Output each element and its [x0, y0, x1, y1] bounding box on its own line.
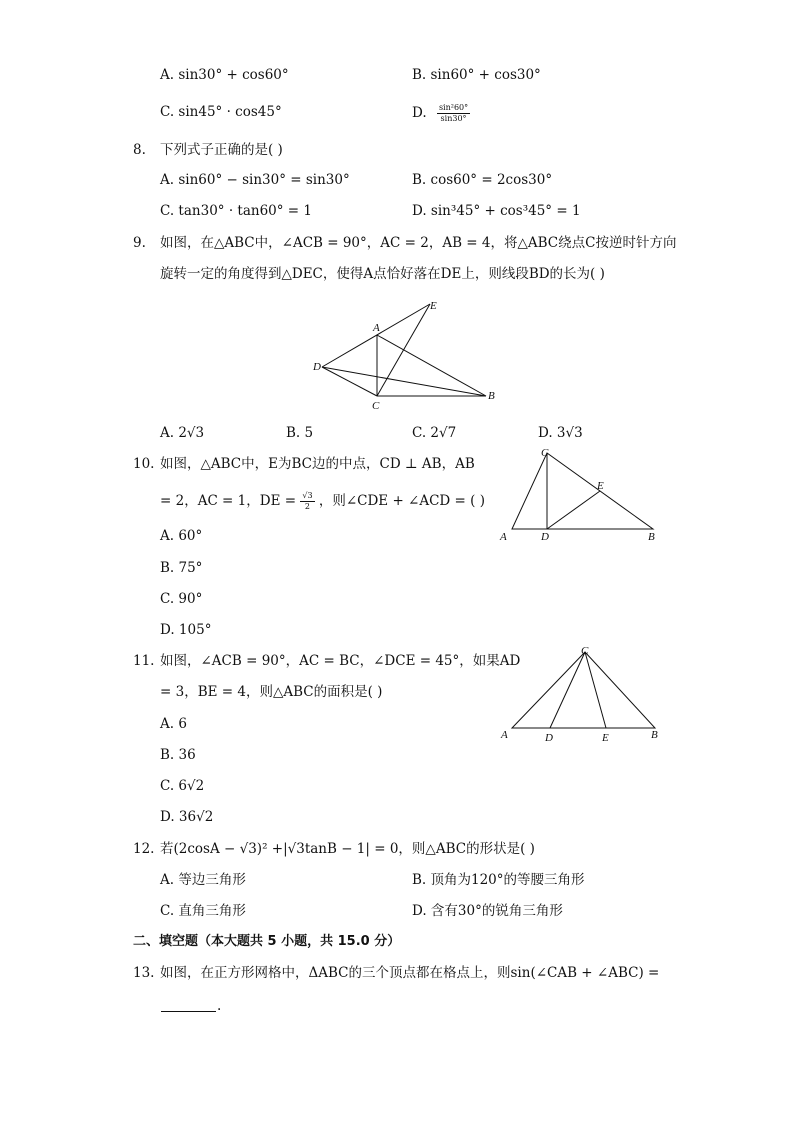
section-title: 二、填空题（本大题共 5 小题，共 15.0 分）	[133, 934, 401, 949]
q12-stem: 若(2cosA − √3)² +|√3tanB − 1| = 0，则△ABC的形状是( )	[160, 841, 535, 857]
q9-stem-line1: 如图，在△ABC中，∠ACB = 90°，AC = 2，AB = 4，将△ABC绕点C按逆时针方向	[160, 235, 677, 251]
segment-cd	[550, 652, 585, 728]
q9-number: 9.	[133, 235, 146, 251]
q11-stem-line2: = 3，BE = 4，则△ABC的面积是( )	[160, 684, 383, 700]
q11-number: 11.	[133, 653, 155, 669]
q8-option-c: C. tan30° · tan60° = 1	[160, 203, 312, 219]
q10-option-d: D. 105°	[160, 622, 212, 638]
q10-number: 10.	[133, 456, 155, 472]
q10-stem-line2-start: = 2，AC = 1，DE =	[160, 493, 297, 509]
fraction-numerator: sin²60°	[438, 103, 469, 112]
q13-answer-blank	[161, 1011, 216, 1012]
q13-stem: 如图，在正方形网格中，ΔABC的三个顶点都在格点上，则sin(∠CAB + ∠ABC) =	[160, 965, 660, 981]
q9-option-a: A. 2√3	[160, 425, 205, 441]
q11-option-c: C. 6√2	[160, 778, 205, 794]
label-c: C	[541, 447, 549, 459]
label-d: D	[545, 732, 553, 744]
label-a: A	[500, 531, 507, 543]
q10-stem-line2	[160, 491, 485, 512]
fraction-numerator: √3	[302, 491, 313, 500]
q8-number: 8.	[133, 142, 146, 158]
triangle-abc	[512, 652, 655, 728]
segment-de	[322, 304, 430, 367]
label-d: D	[313, 361, 321, 373]
q11-option-a: A. 6	[160, 716, 187, 732]
q11-option-b: B. 36	[160, 747, 196, 763]
q11-figure	[495, 640, 670, 745]
label-e: E	[602, 732, 609, 744]
q9-stem-line2: 旋转一定的角度得到△DEC，使得A点恰好落在DE上，则线段BD的长为( )	[160, 266, 605, 282]
q10-option-b: B. 75°	[160, 560, 203, 576]
segment-db	[322, 367, 486, 396]
label-b: B	[488, 390, 495, 402]
q10-stem-line1: 如图，△ABC中，E为BC边的中点，CD ⊥ AB，AB	[160, 456, 475, 472]
q13-number: 13.	[133, 965, 155, 981]
label-c: C	[581, 645, 589, 657]
q8-option-b: B. cos60° = 2cos30°	[412, 172, 553, 188]
q7-option-a: A. sin30° + cos60°	[160, 67, 289, 83]
label-a: A	[373, 322, 380, 334]
segment-de	[547, 491, 600, 529]
q7-option-b: B. sin60° + cos30°	[412, 67, 541, 83]
label-c: C	[372, 400, 380, 412]
q12-option-a: A. 等边三角形	[160, 872, 246, 888]
q9-option-b: B. 5	[286, 425, 314, 441]
q10-option-c: C. 90°	[160, 591, 203, 607]
q13-tail: .	[217, 998, 222, 1014]
segment-ec	[377, 304, 430, 396]
label-e: E	[430, 300, 437, 312]
fraction-denominator: 2	[304, 502, 310, 511]
q10-figure	[495, 443, 665, 545]
q7-option-d-label: D.	[412, 105, 427, 121]
label-d: D	[541, 531, 549, 543]
fraction-denominator: sin30°	[440, 114, 467, 123]
q10-stem-line2-end: ，则∠CDE + ∠ACD = ( )	[318, 493, 485, 509]
q7-option-c: C. sin45° · cos45°	[160, 104, 282, 120]
label-a: A	[501, 729, 508, 741]
q8-option-d: D. sin³45° + cos³45° = 1	[412, 203, 581, 219]
q12-option-d: D. 含有30°的锐角三角形	[412, 903, 563, 919]
q11-stem-line1: 如图，∠ACB = 90°，AC = BC，∠DCE = 45°，如果AD	[160, 653, 521, 669]
q9-figure	[300, 295, 510, 413]
q9-option-c: C. 2√7	[412, 425, 457, 441]
q7-option-d-fraction	[437, 103, 470, 124]
q8-stem: 下列式子正确的是( )	[160, 142, 283, 158]
q10-option-a: A. 60°	[160, 528, 203, 544]
label-b: B	[651, 729, 658, 741]
q7-option-d	[412, 103, 470, 124]
q10-fraction	[300, 491, 314, 512]
segment-dc	[322, 367, 377, 396]
label-b: B	[648, 531, 655, 543]
q8-option-a: A. sin60° − sin30° = sin30°	[160, 172, 350, 188]
q12-number: 12.	[133, 841, 155, 857]
q11-option-d: D. 36√2	[160, 809, 214, 825]
q12-option-b: B. 顶角为120°的等腰三角形	[412, 872, 585, 888]
q9-option-d: D. 3√3	[538, 425, 583, 441]
q12-option-c: C. 直角三角形	[160, 903, 246, 919]
triangle-abc	[512, 453, 653, 529]
label-e: E	[597, 480, 604, 492]
